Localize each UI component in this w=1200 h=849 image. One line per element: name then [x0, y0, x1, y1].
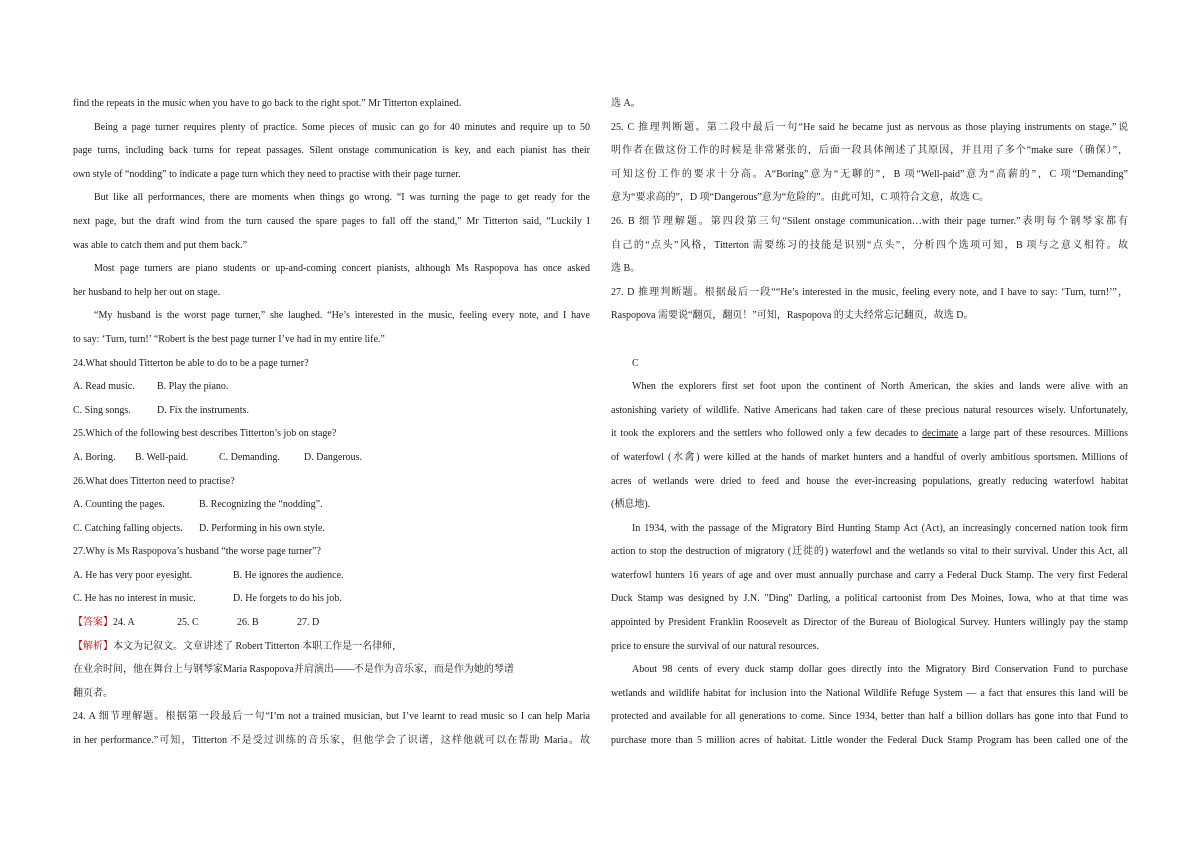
text-line: protected and available for all generations to come. Since 1934, better than half a billion dollars has gone into that Fund to: [611, 711, 1128, 723]
text-line: Most page turners are piano students or up-and-coming concert pianists, although Ms Raspopova has once asked: [94, 263, 590, 275]
text-fragment: it took the explorers and the settlers who followed only a few decades to: [611, 428, 923, 440]
question-stem: 26.What does Titterton need to practise?: [73, 475, 235, 487]
analysis-line: 25. C 推理判断题。第二段中最后一句“He said he became just as nervous as those playing instruments on stage.”说: [611, 121, 1128, 133]
text-line: to say: ‘Turn, turn!’ “Robert is the best page turner I’ve had in my entire life.”: [73, 333, 385, 345]
option-d: D. Fix the instruments.: [157, 404, 249, 416]
question-options: [73, 375, 590, 399]
text-line: was able to catch them and put them back.”: [73, 239, 248, 251]
option-a: A. Counting the pages.: [73, 499, 165, 511]
option-a: A. He has very poor eyesight.: [73, 569, 193, 581]
option-c: C. He has no interest in music.: [73, 593, 196, 605]
option-a: A. Read music.: [73, 381, 135, 393]
right-column: [611, 92, 1128, 753]
option-b: B. Well-paid.: [135, 451, 189, 463]
text-fragment: a large part of these resources. Millions: [958, 428, 1128, 440]
question-options: [73, 587, 590, 611]
text-line: next page, but the draft wind from the turn caused the spare pages to fall off the stand,” Mr Titterton said, “Luckily I: [73, 215, 590, 227]
analysis-line: 选 A。: [611, 98, 641, 109]
option-d: D. Performing in his own style.: [199, 522, 325, 534]
answer-25: 25. C: [177, 617, 199, 629]
analysis-line: 26. B 细节理解题。第四段第三句“Silent onstage communication…with their page turner.”表明每个钢琴家都有: [611, 215, 1128, 227]
section-heading: C: [632, 357, 639, 369]
question-stem: 24.What should Titterton be able to do to be a page turner?: [73, 357, 309, 369]
analysis-line: 24. A 细节理解题。根据第一段最后一句“I’m not a trained musician, but I’ve learnt to read music so I can help Maria: [73, 711, 590, 723]
analysis-line: 选 B。: [611, 263, 641, 275]
text-line: page turns, including back turns for repeat passages. Silent onstage communication is key, and each pianist has their: [73, 145, 590, 157]
question-options: [73, 564, 590, 588]
text-line: her husband to help her out on stage.: [73, 286, 221, 298]
text-line: wetlands and wildlife habitat for inclusion into the National Wildlife Refuge System — a fact that ensures this land will be: [611, 687, 1128, 699]
text-line: of waterfowl (水禽) were killed at the hands of market hunters and a handful of overly ambitious sportsmen. Millions of: [611, 451, 1128, 463]
question-options: [73, 517, 590, 541]
option-b: B. Recognizing the “nodding”.: [199, 499, 323, 511]
left-column: [73, 92, 590, 753]
question-stem: 25.Which of the following best describes Titterton’s job on stage?: [73, 428, 337, 440]
option-b: B. He ignores the audience.: [233, 569, 344, 581]
question-options: [73, 399, 590, 423]
analysis-line: 明作者在做这份工作的时候是非常紧张的，后面一段具体阐述了其原因，并且用了多个“make sure（确保）”，: [611, 145, 1128, 157]
analysis-line: Raspopova 需要说“翻页，翻页！”可知，Raspopova 的丈夫经常忘记翻页，故选 D。: [611, 310, 974, 322]
answer-24: 24. A: [113, 617, 135, 629]
analysis-line: 27. D 推理判断题。根据最后一段““He’s interested in the music, feeling every note, and I have to say: ‘Turn, turn!’”，: [611, 286, 1128, 298]
option-c: C. Sing songs.: [73, 404, 131, 416]
answer-26: 26. B: [237, 617, 259, 629]
question-options: [73, 493, 590, 517]
text-line: (栖息地).: [611, 499, 651, 511]
option-b: B. Play the piano.: [157, 381, 229, 393]
answer-27: 27. D: [297, 617, 320, 629]
option-c: C. Catching falling objects.: [73, 522, 183, 534]
blank-line: [611, 328, 1128, 352]
text-line: When the explorers first set foot upon the continent of North American, the skies and lands were alive with an: [632, 381, 1128, 393]
option-c: C. Demanding.: [219, 451, 280, 463]
option-a: A. Boring.: [73, 451, 116, 463]
text-line: own style of “nodding” to indicate a page turn which they need to practise with their page turner.: [73, 168, 461, 180]
text-line: But like all performances, there are moments when things go wrong. “I was turning the page to get ready for the: [94, 192, 590, 204]
underlined-word: decimate: [922, 428, 959, 440]
text-line: purchase more than 5 million acres of habitat. Little wonder the Federal Duck Stamp Program has been called one of the: [611, 735, 1128, 747]
answer-label: 【答案】: [73, 617, 113, 629]
text-line: acres of wetlands were dried to feed and house the ever-increasing populations, greatly reducing waterfowl habitat: [611, 475, 1128, 487]
analysis-line: 在业余时间，他在舞台上与钢琴家Maria Raspopova并肩演出——不是作为音乐家，而是作为她的琴谱: [73, 664, 514, 676]
text-line: [611, 422, 1128, 446]
analysis-label: 【解析】: [73, 640, 113, 652]
analysis-line: 可知这份工作的要求十分高。A“Boring”意为“无聊的”，B 项“Well-paid”意为“高薪的”，C 项“Demanding”: [611, 168, 1128, 180]
analysis-line: [73, 635, 590, 659]
text-line: action to stop the destruction of migratory (迁徙的) waterfowl and the wetlands so vital to their survival. Under this Act, all: [611, 546, 1128, 558]
option-d: D. Dangerous.: [304, 451, 363, 463]
answer-key: [73, 611, 590, 635]
text-line: find the repeats in the music when you have to go back to the right spot.” Mr Titterton explained.: [73, 98, 462, 109]
option-d: D. He forgets to do his job.: [233, 593, 342, 605]
question-options: [73, 446, 590, 470]
text-line: Being a page turner requires plenty of practice. Some pieces of music can go for 40 minutes and require up to 50: [94, 121, 590, 133]
text-line: “My husband is the worst page turner,” she laughed. “He’s interested in the music, feeling every note, and I have: [94, 310, 590, 322]
analysis-line: 翻页者。: [73, 687, 113, 699]
text-line: appointed by President Franklin Roosevelt as Director of the Bureau of Biological Survey. Hunters willingly pay the stamp: [611, 617, 1128, 629]
analysis-line: 自己的“点头”风格，Titterton 需要练习的技能是识别“点头”，分析四个选项可知，B 项与之意义相符。故: [611, 239, 1128, 251]
text-line: astonishing variety of wildlife. Native Americans had taken care of these precious natural resources wisely. Unfortunately,: [611, 404, 1128, 416]
text-line: price to ensure the survival of our natural resources.: [611, 640, 819, 652]
text-line: waterfowl hunters 16 years of age and over must annually purchase and carry a Federal Duck Stamp. The very first Federal: [611, 569, 1128, 581]
text-line: About 98 cents of every duck stamp dollar goes directly into the Migratory Bird Conservation Fund to purchase: [632, 664, 1128, 676]
analysis-line: 意为“要求高的”，D 项“Dangerous”意为“危险的”。由此可知，C 项符合文意，故选 C。: [611, 192, 990, 204]
text-line: In 1934, with the passage of the Migratory Bird Hunting Stamp Act (Act), an increasingly concerned nation took firm: [632, 522, 1128, 534]
text-line: Duck Stamp was designed by J.N. "Ding" Darling, a political cartoonist from Des Moines, Iowa, who at that time was: [611, 593, 1128, 605]
analysis-text: 本文为记叙文。文章讲述了 Robert Titterton 本职工作是一名律师，: [113, 640, 403, 652]
analysis-line: in her performance.”可知，Titterton 不是受过训练的音乐家，但他学会了识谱，这样他就可以在帮助 Maria。故: [73, 735, 590, 747]
question-stem: 27.Why is Ms Raspopova’s husband “the worse page turner”?: [73, 546, 321, 558]
